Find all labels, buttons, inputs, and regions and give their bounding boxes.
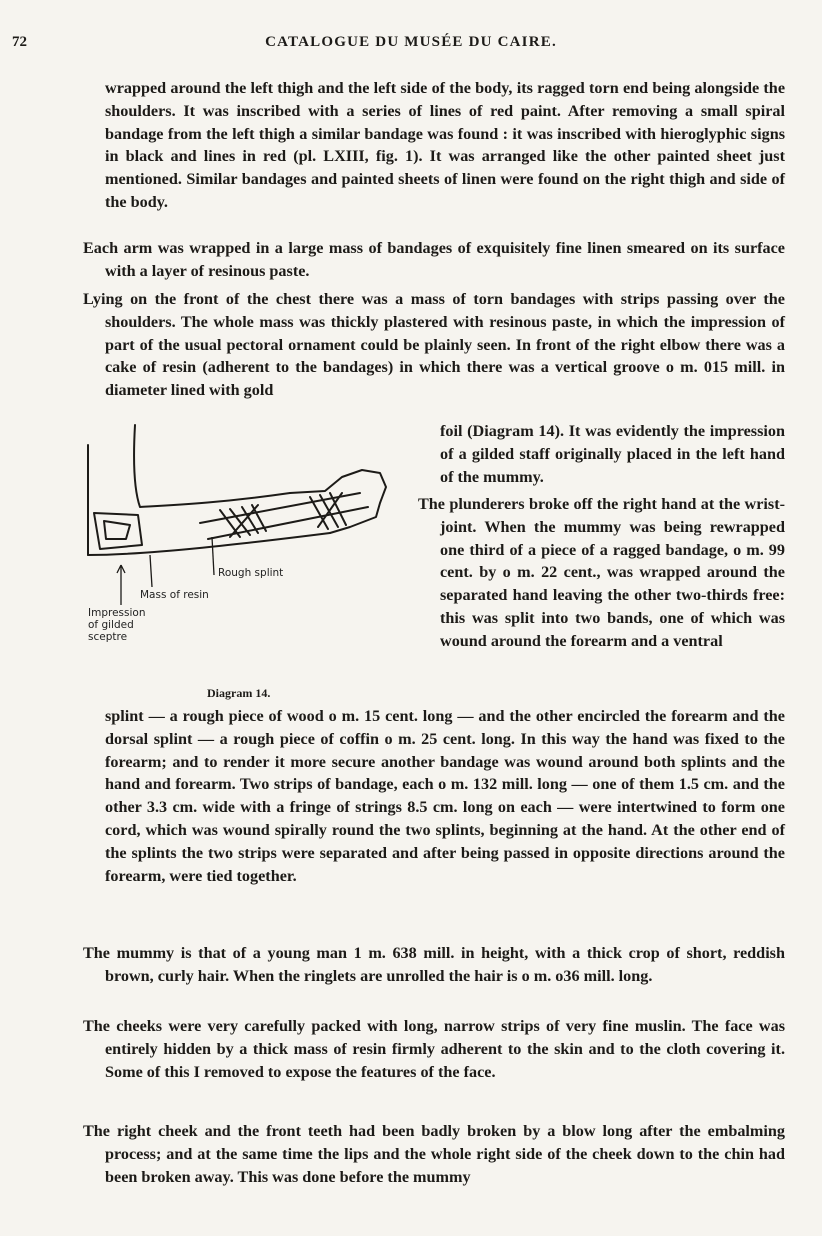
paragraph-4: The plunderers broke off the right hand at the wrist-joint. When the mummy was being rewrapped one third of a piece of a ragged bandage, o m. 99 cent. by o m. 22 cent., was wrapped around the separated hand leaving the other two-thirds free: this was split into two bands, one of which was wound around the forearm and a ventral — [418, 495, 785, 650]
paragraph-7: The right cheek and the front teeth had been badly broken by a blow long after the embalming process; and at the same time the lips and the whole right side of the cheek down to the chin had been broken away. This was done before the mummy — [83, 1122, 785, 1186]
paragraph-5: The mummy is that of a young man 1 m. 638 mill. in height, with a thick crop of short, reddish brown, curly hair. When the ringlets are unrolled the hair is o m. o36 mill. long. — [83, 944, 785, 985]
diagram-caption: Diagram 14. — [207, 686, 271, 700]
paragraph-2: Each arm was wrapped in a large mass of bandages of exquisitely fine linen smeared on its surface with a layer of resinous paste. — [83, 239, 785, 280]
paragraph-3: Lying on the front of the chest there was a mass of torn bandages with strips passing over the shoulders. The whole mass was thickly plastered with resinous paste, in which the impression of part of the usual pectoral ornament could be plainly seen. In front of the right elbow there was a cake of resin (adherent to the bandages) in which there was a vertical groove o m. 015 mill. in diameter lined with gold — [83, 290, 785, 400]
label-rough-splint: Rough splint — [218, 567, 284, 579]
paragraph-1: wrapped around the left thigh and the left side of the body, its ragged torn end being alongside the shoulders. It was inscribed with a series of lines of red paint. After removing a small spiral bandage from the left thigh a similar bandage was found : it was inscribed with hieroglyphic signs in black and lines in red (pl. LXIII, fig. 1). It was arranged like the other painted sheet just mentioned. Similar bandages and painted sheets of linen were found on the right thigh and side of the body. — [105, 79, 785, 211]
label-impression: Impression of gilded sceptre — [88, 607, 146, 643]
diagram-14 — [80, 415, 410, 715]
paragraph-6: The cheeks were very carefully packed with long, narrow strips of very fine muslin. The face was entirely hidden by a thick mass of resin firmly adherent to the skin and to the cloth covering it. Some of this I removed to expose the features of the face. — [83, 1017, 785, 1081]
paragraph-4-continued: splint — a rough piece of wood o m. 15 cent. long — and the other encircled the forearm and the dorsal splint — a rough piece of coffin o m. 25 cent. long. In this way the hand was fixed to the forearm; and to render it more secure another bandage was wound around both splints and the hand and forearm. Two strips of bandage, each o m. 132 mill. long — one of them 1.5 cm. and the other 3.3 cm. wide with a fringe of strings 8.5 cm. long on each — were intertwined to form one cord, which was wound spirally round the two splints, beginning at the hand. At the other end of the splints the two strips were separated and after being passed in opposite directions around the forearm, were tied together. — [105, 707, 785, 885]
page-number: 72 — [12, 34, 27, 50]
paragraph-3-continued: foil (Diagram 14). It was evidently the impression of a gilded staff originally placed in the left hand of the mummy. — [440, 422, 785, 486]
arm-splint-drawing — [80, 415, 410, 685]
running-title: CATALOGUE DU MUSÉE DU CAIRE. — [265, 34, 557, 50]
label-mass-of-resin: Mass of resin — [140, 589, 209, 601]
